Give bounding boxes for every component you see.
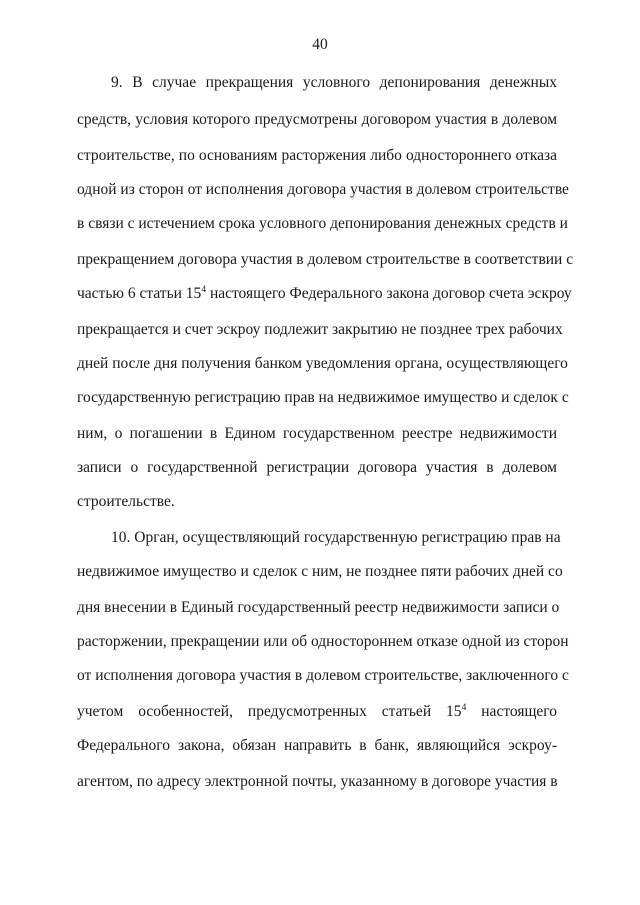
text-line [77, 284, 572, 304]
text-line [77, 702, 557, 722]
text-fragment: учетом особенностей, предусмотренных статьей 15 [77, 703, 462, 720]
text-line: средств, условия которого предусмотрены договором участия в долевом [77, 111, 557, 128]
text-line: государственную регистрацию прав на недвижимое имущество и сделок с [77, 389, 569, 406]
text-line: строительстве. [77, 493, 175, 510]
text-line: расторжении, прекращении или об одностороннем отказе одной из сторон [77, 633, 569, 650]
text-line: строительстве, по основаниям расторжения либо одностороннего отказа [77, 147, 557, 164]
text-line: прекращается и счет эскроу подлежит закрытию не позднее трех рабочих [77, 321, 563, 338]
text-fragment: настоящего [481, 703, 558, 720]
text-line: одной из сторон от исполнения договора участия в долевом строительстве [77, 181, 569, 198]
page-number: 40 [312, 36, 328, 53]
text-line: дня внесении в Единый государственный реестр недвижимости записи о [77, 599, 560, 616]
text-line: 9. В случае прекращения условного депонирования денежных [111, 74, 557, 91]
text-line: ним, о погашении в Едином государственном реестре недвижимости [77, 425, 557, 442]
text-line: дней после дня получения банком уведомления органа, осуществляющего [77, 355, 568, 372]
text-line: 10. Орган, осуществляющий государственную регистрацию прав на [111, 529, 561, 546]
text-line: записи о государственной регистрации договора участия в долевом [77, 459, 557, 476]
text-line: Федерального закона, обязан направить в банк, являющийся эскроу- [77, 737, 557, 754]
superscript: 4 [201, 284, 207, 295]
text-fragment: настоящего Федерального закона договор счета эскроу [209, 285, 572, 302]
superscript: 4 [461, 702, 467, 713]
text-line: в связи с истечением срока условного депонирования денежных средств и [77, 215, 568, 232]
text-line: от исполнения договора участия в долевом строительстве, заключенного с [77, 667, 569, 684]
text-line: недвижимое имущество и сделок с ним, не позднее пяти рабочих дней со [77, 563, 563, 580]
text-line: прекращением договора участия в долевом строительстве в соответствии с [77, 251, 574, 268]
text-line: агентом, по адресу электронной почты, указанному в договоре участия в [77, 773, 558, 790]
text-fragment: частью 6 статьи 15 [77, 285, 202, 302]
